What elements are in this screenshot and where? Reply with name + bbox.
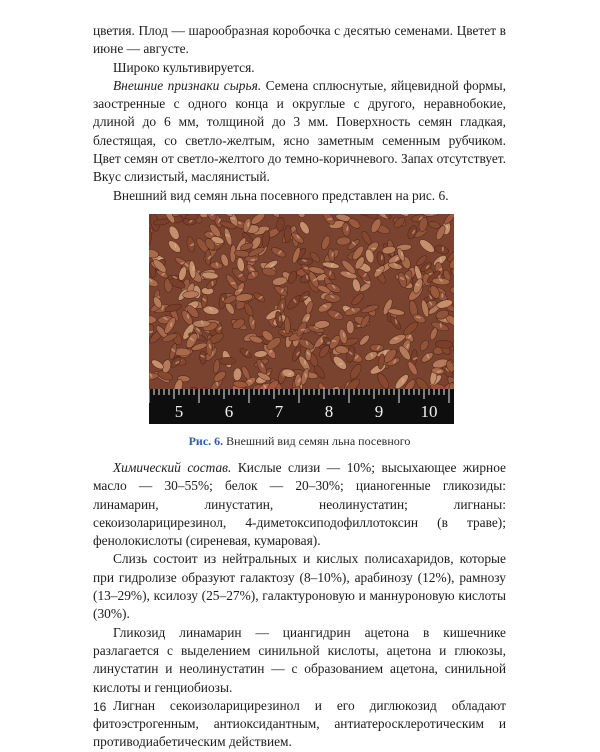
flax-seed xyxy=(219,357,236,364)
caption-label: Рис. 6. xyxy=(189,434,224,448)
paragraph-figure-ref: Внешний вид семян льна посевного представлен на рис. 6. xyxy=(93,187,506,205)
paragraph-linamarin: Гликозид линамарин — циангидрин ацетона в кишечнике разлагается с выделением синильной кислоты, ацетона и глюкозы, линустатин и неолинустатин — с образованием ацетона, синильной кислоты и генциобиозы. xyxy=(93,624,506,697)
flax-seeds-photo xyxy=(149,214,454,424)
page-number: 16 xyxy=(93,700,106,714)
ruler-number: 5 xyxy=(175,402,184,421)
raw-material-heading: Внешние признаки сырья. xyxy=(113,78,261,93)
ruler-number: 9 xyxy=(375,402,384,421)
flax-seed xyxy=(284,317,291,334)
paragraph-raw-material xyxy=(93,77,506,187)
ruler-number: 10 xyxy=(421,402,438,421)
page-body xyxy=(93,22,506,752)
flax-seed xyxy=(185,214,199,220)
ruler xyxy=(149,389,454,424)
chemical-heading: Химический состав. xyxy=(113,460,231,475)
paragraph-1: цветия. Плод — шарообразная коробочка с десятью семенами. Цветет в июне — августе. xyxy=(93,22,506,59)
paragraph-2: Широко культивируется. xyxy=(93,59,506,77)
paragraph-chemical xyxy=(93,459,506,550)
ruler-number: 7 xyxy=(275,402,284,421)
paragraph-lignan: Лигнан секоизоларицирезинол и его диглюкозид обладают фитоэстрогенным, антиоксидантным, антиатеросклеротическим и противодиабетическим действием. xyxy=(93,697,506,752)
ruler-number: 8 xyxy=(325,402,334,421)
paragraph-mucus: Слизь состоит из нейтральных и кислых полисахаридов, которые при гидролизе образуют галактозу (8–10%), арабинозу (12%), рамнозу (13–29%), ксилозу (25–27%), галактуроновую и маннуроновую кислоты (30%). xyxy=(93,550,506,623)
chemical-text: Кислые слизи — 10%; высыхающее жирное масло — 30–55%; белок — 20–30%; цианогенные гликозиды: линамарин, линустатин, неолинустатин; лигнаны: секоизоларицирезинол, 4-диметоксиподофиллотоксин (в траве); фенолокислоты (сиреневая, кумаровая). xyxy=(93,460,506,548)
raw-material-text: Семена сплюснутые, яйцевидной формы, заостренные с одного конца и округлые с другого, неравнобокие, длиной до 6 мм, толщиной до 3 мм. Поверхность семян гладкая, блестящая, со светло-желтым, ясно заметным семенным рубчиком. Цвет семян от светло-желтого до темно-коричневого. Запах отсутствует. Вкус слизистый, маслянистый. xyxy=(93,78,506,184)
ruler-number: 6 xyxy=(225,402,234,421)
caption-text: Внешний вид семян льна посевного xyxy=(223,434,410,448)
figure-caption xyxy=(93,434,506,449)
flax-seeds-image xyxy=(149,214,454,424)
